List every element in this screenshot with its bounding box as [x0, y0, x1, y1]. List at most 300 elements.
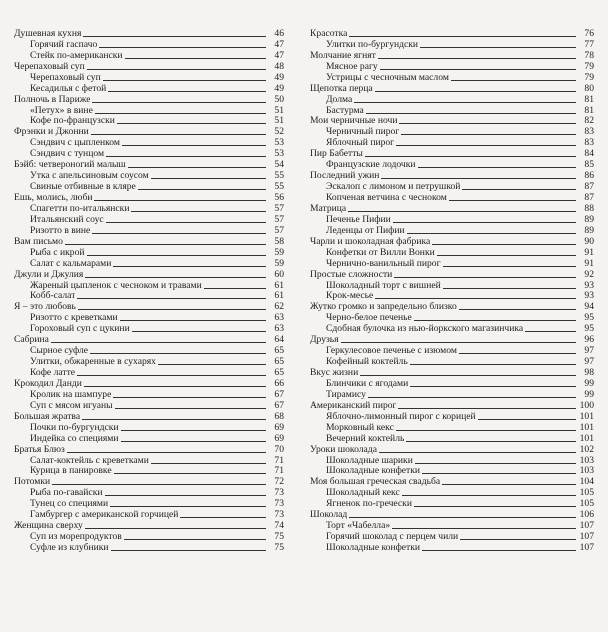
- toc-entry-title: Печенье Пифии: [326, 214, 391, 225]
- toc-entry-page-number: 66: [274, 377, 284, 389]
- toc-leader-line: [131, 211, 266, 212]
- toc-entry-title: Потомки: [14, 477, 51, 488]
- toc-entry-page-number: 96: [584, 334, 594, 346]
- toc-entry-title: Блинчики с ягодами: [326, 378, 409, 389]
- toc-leader-line: [67, 452, 266, 453]
- toc-entry-page-number: 101: [579, 432, 594, 444]
- toc-entry-recipe: [310, 466, 594, 477]
- toc-entry-chapter: [310, 28, 594, 39]
- toc-entry-recipe: [14, 356, 284, 367]
- toc-leader-line: [151, 463, 266, 464]
- toc-leader-line: [348, 211, 576, 212]
- toc-leader-line: [443, 266, 576, 267]
- toc-entry-recipe: [14, 400, 284, 411]
- toc-entry-title: Спагетти по-итальянски: [30, 203, 130, 214]
- toc-column-left: [14, 28, 284, 553]
- toc-leader-line: [125, 58, 266, 59]
- toc-entry-title: Салат-коктейль с креветками: [30, 455, 149, 466]
- toc-leader-line: [91, 134, 266, 135]
- toc-leader-line: [128, 167, 266, 168]
- toc-entry-recipe: [14, 170, 284, 181]
- toc-leader-line: [525, 331, 576, 332]
- toc-entry-title: Бэйб: четвероногий малыш: [14, 160, 126, 171]
- toc-entry-chapter: [310, 334, 594, 345]
- toc-entry-page-number: 61: [274, 290, 284, 302]
- toc-entry-page-number: 102: [579, 443, 594, 455]
- toc-entry-title: Тирамису: [326, 389, 366, 400]
- toc-entry-title: Рыба по-гавайски: [30, 488, 103, 499]
- toc-entry-chapter: [14, 520, 284, 531]
- toc-entry-page-number: 79: [584, 71, 594, 83]
- toc-entry-page-number: 69: [274, 421, 284, 433]
- toc-entry-chapter: [14, 126, 284, 137]
- toc-entry-chapter: [14, 269, 284, 280]
- toc-entry-recipe: [310, 258, 594, 269]
- toc-entry-recipe: [14, 389, 284, 400]
- toc-entry-recipe: [310, 225, 594, 236]
- toc-entry-recipe: [310, 378, 594, 389]
- toc-leader-line: [121, 430, 266, 431]
- toc-entry-title: Большая жратва: [14, 411, 81, 422]
- toc-leader-line: [393, 222, 576, 223]
- toc-leader-line: [122, 145, 266, 146]
- toc-entry-page-number: 68: [274, 410, 284, 422]
- toc-leader-line: [124, 539, 266, 540]
- toc-leader-line: [365, 156, 576, 157]
- toc-entry-page-number: 73: [274, 487, 284, 499]
- toc-entry-title: Сдобная булочка из нью-йоркского магазинчика: [326, 324, 524, 335]
- toc-entry-page-number: 95: [584, 323, 594, 335]
- toc-entry-page-number: 92: [584, 268, 594, 280]
- toc-entry-title: Простые сложности: [310, 269, 393, 280]
- toc-entry-recipe: [14, 50, 284, 61]
- toc-leader-line: [78, 309, 266, 310]
- toc-entry-recipe: [310, 291, 594, 302]
- toc-entry-page-number: 51: [274, 104, 284, 116]
- toc-entry-recipe: [14, 280, 284, 291]
- toc-entry-recipe: [14, 203, 284, 214]
- toc-leader-line: [414, 506, 576, 507]
- toc-entry-page-number: 63: [274, 323, 284, 335]
- toc-leader-line: [85, 528, 266, 529]
- toc-entry-title: Свиные отбивные в кляре: [30, 182, 136, 193]
- toc-entry-recipe: [14, 345, 284, 356]
- toc-leader-line: [378, 58, 576, 59]
- toc-entry-title: Пир Бабетты: [310, 149, 363, 160]
- toc-leader-line: [121, 441, 267, 442]
- toc-entry-page-number: 57: [274, 213, 284, 225]
- toc-entry-page-number: 67: [274, 399, 284, 411]
- toc-entry-title: Полночь в Париже: [14, 94, 91, 105]
- toc-entry-recipe: [310, 39, 594, 50]
- toc-entry-title: Кофейный коктейль: [326, 357, 408, 368]
- toc-entry-title: Черепаховый суп: [30, 72, 101, 83]
- toc-entry-page-number: 97: [584, 356, 594, 368]
- toc-entry-title: Крок-месье: [326, 291, 374, 302]
- toc-entry-chapter: [310, 236, 594, 247]
- toc-entry-page-number: 100: [579, 399, 594, 411]
- toc-entry-page-number: 64: [274, 334, 284, 346]
- toc-leader-line: [396, 145, 576, 146]
- toc-entry-title: Итальянский соус: [30, 214, 104, 225]
- toc-leader-line: [65, 244, 266, 245]
- toc-entry-title: Шоколадный торт с вишней: [326, 280, 441, 291]
- toc-entry-page-number: 71: [274, 465, 284, 477]
- toc-entry-title: Кобб-салат: [30, 291, 76, 302]
- toc-entry-recipe: [310, 159, 594, 170]
- toc-entry-page-number: 104: [579, 476, 594, 488]
- toc-entry-recipe: [310, 181, 594, 192]
- toc-leader-line: [99, 47, 266, 48]
- toc-leader-line: [103, 80, 266, 81]
- toc-entry-title: Сэндвич с тунцом: [30, 149, 105, 160]
- toc-column-right: [310, 28, 594, 553]
- toc-leader-line: [120, 320, 266, 321]
- toc-entry-page-number: 103: [579, 454, 594, 466]
- toc-entry-page-number: 91: [584, 257, 594, 269]
- toc-entry-page-number: 72: [274, 476, 284, 488]
- toc-entry-title: Утка с апельсиновым соусом: [30, 171, 149, 182]
- toc-entry-recipe: [310, 137, 594, 148]
- toc-entry-recipe: [14, 137, 284, 148]
- toc-entry-page-number: 83: [584, 137, 594, 149]
- toc-entry-title: Щепотка перца: [310, 83, 373, 94]
- toc-entry-chapter: [310, 50, 594, 61]
- toc-entry-page-number: 77: [584, 38, 594, 50]
- toc-entry-title: Друзья: [310, 335, 339, 346]
- toc-leader-line: [402, 495, 576, 496]
- toc-leader-line: [92, 233, 266, 234]
- toc-entry-title: Джули и Джулия: [14, 269, 84, 280]
- toc-entry-title: Горячий шоколад с перцем чили: [326, 532, 459, 543]
- toc-entry-chapter: [14, 301, 284, 312]
- toc-entry-chapter: [310, 400, 594, 411]
- toc-entry-page-number: 103: [579, 465, 594, 477]
- toc-entry-title: Последний ужин: [310, 171, 380, 182]
- toc-entry-page-number: 50: [274, 93, 284, 105]
- toc-leader-line: [92, 102, 266, 103]
- toc-leader-line: [375, 91, 576, 92]
- toc-entry-chapter: [14, 411, 284, 422]
- toc-entry-page-number: 105: [579, 498, 594, 510]
- toc-entry-page-number: 80: [584, 82, 594, 94]
- toc-leader-line: [84, 386, 266, 387]
- toc-entry-title: Жареный цыпленок с чесноком и травами: [30, 280, 202, 291]
- toc-leader-line: [415, 463, 576, 464]
- toc-entry-page-number: 57: [274, 202, 284, 214]
- toc-leader-line: [114, 473, 266, 474]
- toc-entry-title: Молчание ягнят: [310, 50, 376, 61]
- toc-entry-title: Почки по-бургундски: [30, 422, 119, 433]
- toc-leader-line: [478, 419, 576, 420]
- toc-entry-recipe: [14, 531, 284, 542]
- toc-entry-recipe: [310, 345, 594, 356]
- toc-entry-page-number: 84: [584, 148, 594, 160]
- toc-entry-title: Курица в панировке: [30, 466, 112, 477]
- toc-leader-line: [398, 408, 576, 409]
- toc-entry-recipe: [310, 94, 594, 105]
- toc-entry-title: Чернично-ванильный пирог: [326, 258, 441, 269]
- toc-entry-page-number: 57: [274, 224, 284, 236]
- toc-entry-recipe: [14, 291, 284, 302]
- toc-leader-line: [460, 539, 576, 540]
- toc-entry-page-number: 76: [584, 27, 594, 39]
- toc-entry-page-number: 88: [584, 202, 594, 214]
- toc-entry-page-number: 55: [274, 170, 284, 182]
- toc-entry-recipe: [14, 148, 284, 159]
- toc-entry-title: Шоколадные конфетки: [326, 543, 421, 553]
- toc-entry-chapter: [310, 367, 594, 378]
- toc-leader-line: [105, 495, 267, 496]
- toc-entry-title: Ешь, молись, люби: [14, 193, 93, 203]
- toc-entry-page-number: 93: [584, 290, 594, 302]
- toc-entry-page-number: 101: [579, 421, 594, 433]
- toc-entry-chapter: [14, 236, 284, 247]
- toc-entry-title: Черепаховый суп: [14, 61, 85, 72]
- toc-entry-page-number: 74: [274, 520, 284, 532]
- toc-entry-title: Улитки по-бургундски: [326, 39, 419, 50]
- toc-entry-recipe: [310, 323, 594, 334]
- toc-entry-page-number: 69: [274, 432, 284, 444]
- toc-entry-title: Гамбургер с американской горчицей: [30, 510, 179, 521]
- toc-entry-recipe: [14, 487, 284, 498]
- toc-entry-page-number: 86: [584, 170, 594, 182]
- toc-entry-chapter: [310, 444, 594, 455]
- toc-leader-line: [341, 342, 576, 343]
- toc-entry-title: Индейка со специями: [30, 433, 119, 444]
- toc-entry-title: Я – это любовь: [14, 302, 76, 313]
- toc-entry-page-number: 47: [274, 38, 284, 50]
- toc-entry-recipe: [14, 83, 284, 94]
- toc-entry-title: Братья Блюз: [14, 444, 65, 455]
- toc-entry-title: Горячий гаспачо: [30, 39, 98, 50]
- toc-leader-line: [87, 255, 267, 256]
- toc-entry-page-number: 95: [584, 312, 594, 324]
- toc-entry-recipe: [310, 280, 594, 291]
- toc-entry-page-number: 75: [274, 542, 284, 553]
- toc-entry-page-number: 73: [274, 509, 284, 521]
- toc-entry-title: Вам письмо: [14, 236, 63, 247]
- toc-entry-page-number: 51: [274, 115, 284, 127]
- toc-leader-line: [151, 178, 266, 179]
- toc-leader-line: [204, 288, 266, 289]
- toc-entry-title: Французские лодочки: [326, 160, 416, 171]
- toc-entry-page-number: 78: [584, 49, 594, 61]
- toc-entry-page-number: 94: [584, 301, 594, 313]
- toc-entry-recipe: [310, 126, 594, 137]
- toc-entry-page-number: 87: [584, 181, 594, 193]
- toc-entry-title: Фрэнки и Джонни: [14, 127, 89, 138]
- toc-leader-line: [407, 233, 576, 234]
- toc-entry-recipe: [14, 542, 284, 553]
- toc-leader-line: [432, 244, 576, 245]
- toc-entry-page-number: 81: [584, 104, 594, 116]
- toc-entry-page-number: 62: [274, 301, 284, 313]
- toc-leader-line: [443, 288, 576, 289]
- toc-entry-page-number: 81: [584, 93, 594, 105]
- toc-entry-recipe: [310, 520, 594, 531]
- toc-entry-page-number: 63: [274, 312, 284, 324]
- toc-entry-page-number: 105: [579, 487, 594, 499]
- toc-entry-recipe: [310, 61, 594, 72]
- toc-entry-page-number: 70: [274, 443, 284, 455]
- toc-entry-title: Суп с мясом игуаны: [30, 400, 113, 411]
- toc-leader-line: [51, 342, 266, 343]
- toc-entry-page-number: 54: [274, 159, 284, 171]
- toc-entry-recipe: [310, 498, 594, 509]
- toc-entry-recipe: [14, 323, 284, 334]
- toc-leader-line: [422, 550, 576, 551]
- toc-leader-line: [83, 36, 266, 37]
- toc-entry-recipe: [310, 422, 594, 433]
- toc-entry-title: Ризотто в вине: [30, 225, 91, 236]
- toc-leader-line: [111, 550, 266, 551]
- toc-entry-title: Гороховый суп с цукини: [30, 324, 130, 335]
- toc-entry-page-number: 106: [579, 509, 594, 521]
- toc-entry-title: Яблочно-лимонный пирог с корицей: [326, 411, 476, 422]
- toc-entry-chapter: [310, 116, 594, 127]
- toc-entry-page-number: 59: [274, 246, 284, 258]
- toc-entry-recipe: [14, 105, 284, 116]
- toc-entry-title: Жутко громко и запредельно близко: [310, 302, 457, 313]
- toc-entry-recipe: [14, 214, 284, 225]
- toc-entry-title: Матрица: [310, 203, 347, 214]
- toc-entry-title: Торт «Чабелла»: [326, 521, 391, 532]
- toc-leader-line: [82, 419, 266, 420]
- toc-leader-line: [158, 364, 266, 365]
- toc-leader-line: [380, 69, 576, 70]
- toc-leader-line: [418, 167, 576, 168]
- toc-leader-line: [399, 123, 576, 124]
- toc-entry-title: Копченая ветчина с чесноком: [326, 193, 447, 203]
- toc-entry-page-number: 98: [584, 367, 594, 378]
- toc-leader-line: [406, 441, 576, 442]
- toc-entry-title: Женщина сверху: [14, 521, 83, 532]
- toc-entry-title: Тунец со специями: [30, 499, 109, 510]
- toc-entry-title: Салат с кальмарами: [30, 258, 112, 269]
- toc-entry-chapter: [14, 476, 284, 487]
- toc-entry-page-number: 107: [579, 520, 594, 532]
- toc-entry-title: Шоколад: [310, 510, 348, 521]
- toc-leader-line: [366, 113, 576, 114]
- toc-entry-page-number: 65: [274, 356, 284, 368]
- toc-entry-page-number: 93: [584, 279, 594, 291]
- toc-leader-line: [451, 80, 576, 81]
- toc-leader-line: [414, 320, 576, 321]
- toc-entry-page-number: 101: [579, 410, 594, 422]
- toc-entry-page-number: 90: [584, 235, 594, 247]
- toc-entry-recipe: [14, 433, 284, 444]
- toc-leader-line: [138, 189, 266, 190]
- toc-leader-line: [87, 69, 266, 70]
- toc-leader-line: [349, 517, 576, 518]
- toc-entry-recipe: [310, 531, 594, 542]
- toc-entry-title: Устрицы с чесночным маслом: [326, 72, 449, 83]
- toc-entry-title: Уроки шоколада: [310, 444, 377, 455]
- toc-entry-title: Стейк по-американски: [30, 50, 123, 61]
- toc-leader-line: [381, 178, 576, 179]
- toc-entry-title: Вечерний коктейль: [326, 433, 405, 444]
- toc-entry-page-number: 85: [584, 159, 594, 171]
- toc-entry-recipe: [310, 389, 594, 400]
- toc-entry-page-number: 67: [274, 388, 284, 400]
- toc-entry-title: Ягненок по-гречески: [326, 499, 412, 510]
- toc-entry-recipe: [310, 214, 594, 225]
- toc-leader-line: [396, 430, 576, 431]
- toc-entry-page-number: 71: [274, 454, 284, 466]
- toc-entry-title: Эскалоп с лимоном и петрушкой: [326, 182, 461, 193]
- toc-leader-line: [106, 156, 266, 157]
- toc-entry-title: Кофе по-французски: [30, 116, 115, 127]
- toc-leader-line: [106, 222, 266, 223]
- toc-entry-recipe: [14, 498, 284, 509]
- toc-entry-title: Рыба с икрой: [30, 247, 85, 258]
- toc-entry-page-number: 58: [274, 235, 284, 247]
- toc-entry-title: Шоколадный кекс: [326, 488, 400, 499]
- toc-entry-recipe: [14, 312, 284, 323]
- toc-entry-page-number: 75: [274, 531, 284, 543]
- toc-entry-page-number: 107: [579, 542, 594, 553]
- toc-entry-page-number: 55: [274, 181, 284, 193]
- toc-entry-chapter: [310, 148, 594, 159]
- toc-entry-page-number: 83: [584, 126, 594, 138]
- toc-entry-page-number: 107: [579, 531, 594, 543]
- toc-entry-title: Кесадилья с фетой: [30, 83, 107, 94]
- toc-entry-recipe: [14, 455, 284, 466]
- toc-entry-chapter: [14, 192, 284, 203]
- toc-entry-recipe: [310, 487, 594, 498]
- toc-entry-chapter: [310, 476, 594, 487]
- toc-entry-recipe: [14, 181, 284, 192]
- toc-entry-page-number: 87: [584, 192, 594, 203]
- toc-leader-line: [437, 255, 576, 256]
- toc-entry-title: Кролик на шампуре: [30, 389, 112, 400]
- toc-entry-title: Черно-белое печенье: [326, 313, 412, 324]
- toc-entry-chapter: [310, 269, 594, 280]
- toc-entry-recipe: [310, 542, 594, 553]
- toc-leader-line: [132, 331, 266, 332]
- toc-entry-page-number: 49: [274, 71, 284, 83]
- toc-leader-line: [354, 102, 576, 103]
- toc-leader-line: [117, 123, 266, 124]
- toc-entry-page-number: 53: [274, 148, 284, 160]
- toc-entry-title: Долма: [326, 94, 353, 105]
- toc-entry-recipe: [14, 39, 284, 50]
- toc-leader-line: [375, 298, 576, 299]
- toc-entry-page-number: 65: [274, 367, 284, 378]
- toc-entry-page-number: 82: [584, 115, 594, 127]
- toc-entry-title: «Петух» в вине: [30, 105, 93, 116]
- toc-entry-title: Мясное рагу: [326, 61, 378, 72]
- toc-entry-chapter: [14, 334, 284, 345]
- toc-entry-title: Яблочный пирог: [326, 138, 395, 149]
- toc-entry-recipe: [310, 105, 594, 116]
- toc-entry-recipe: [14, 247, 284, 258]
- toc-leader-line: [180, 517, 266, 518]
- toc-leader-line: [459, 353, 576, 354]
- toc-entry-chapter: [310, 83, 594, 94]
- toc-entry-title: Душевная кухня: [14, 28, 82, 39]
- toc-entry-chapter: [310, 203, 594, 214]
- toc-leader-line: [410, 386, 576, 387]
- toc-entry-chapter: [14, 159, 284, 170]
- toc-entry-title: Бастурма: [326, 105, 364, 116]
- toc-leader-line: [459, 309, 576, 310]
- toc-leader-line: [392, 528, 576, 529]
- toc-leader-line: [115, 408, 266, 409]
- toc-entry-title: Крокодил Данди: [14, 378, 82, 389]
- toc-leader-line: [90, 353, 266, 354]
